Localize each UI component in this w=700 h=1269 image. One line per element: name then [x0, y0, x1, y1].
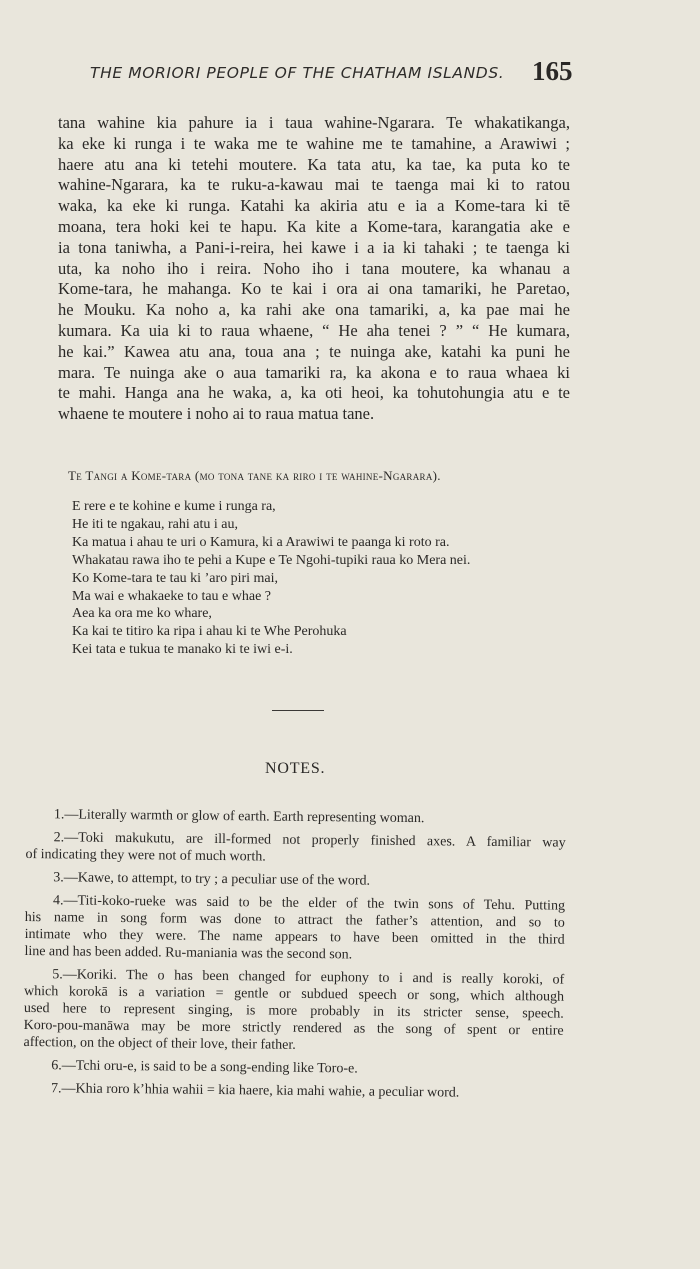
- running-title: THE MORIORI PEOPLE OF THE CHATHAM ISLANDS.: [90, 64, 505, 82]
- note-line: 6.—Tchi oru-e, is said to be a song-ending like Toro-e.: [51, 1058, 358, 1077]
- note-item: [24, 892, 565, 966]
- note-line: affection, on the object of their love, their father.: [23, 1034, 296, 1053]
- body-line: haere atu ana ki tetehi moutere. Ka tata atu, ka tae, ka puta ko te: [58, 154, 570, 174]
- note-item: [26, 806, 566, 829]
- note-item: [25, 869, 565, 892]
- note-line: 4.—Titi-koko-rueke was said to be the elder of the twin sons of Tehu. Putting: [52, 893, 566, 914]
- note-item: [23, 1057, 563, 1080]
- notes-list: [23, 806, 566, 1109]
- body-line: uta, ka noho iho i reira. Noho iho i tana moutere, ka whanau a: [58, 258, 570, 278]
- note-line: his name in song form was done to attract the father’s attention, and so to: [24, 909, 565, 931]
- body-line: te mahi. Hanga ana he waka, a, ka oti heoi, ka tohutohungia atu e te: [58, 383, 570, 403]
- poem-line: Ko Kome-tara te tau ki ’aro piri mai,: [72, 570, 279, 586]
- note-item: [23, 1080, 563, 1103]
- poem-line: Kei tata e tukua te manako ki te iwi e-i.: [72, 642, 293, 658]
- poem-line: Ma wai e whakaeke to tau e whae ?: [72, 588, 272, 604]
- note-line: 7.—Khia roro k’hhia wahii = kia haere, kia mahi wahie, a peculiar word.: [50, 1081, 460, 1101]
- body-paragraph: [58, 113, 570, 425]
- poem-line: Whakatau rawa iho te pehi a Kupe e Te Ngohi-tupiki raua ko Mera nei.: [72, 552, 471, 568]
- body-line: tana wahine kia pahure ia i taua wahine-Ngarara. Te whakatikanga,: [58, 113, 570, 132]
- body-line: mara. Te nuinga ake o aua tamariki ra, ka akona e to raua whaea ki: [58, 362, 570, 382]
- body-line: waka, ka eke ki runga. Katahi ka akiria atu e ia a Kome-tara ki tē: [58, 196, 570, 216]
- poem-line: Ka kai te titiro ka ripa i ahau ki te Whe Perohuka: [72, 624, 347, 640]
- note-item: [23, 966, 564, 1057]
- note-line: which korokā is a variation = gentle or subdued speech or song, which although: [23, 983, 565, 1005]
- body-line: ka eke ki runga i te waka me te wahine me te tamahine, a Arawiwi ;: [58, 133, 570, 153]
- poem-line: E rere e te kohine e kume i runga ra,: [72, 499, 276, 514]
- page-number: 165: [532, 56, 573, 86]
- note-item: [25, 829, 565, 869]
- note-line: used here to represent singing, is more probably in its stricter sense, speech.: [23, 1000, 564, 1022]
- note-line: 2.—Toki makukutu, are ill-formed not properly finished axes. A familiar way: [53, 830, 566, 851]
- body-line: he Mouku. Ka noho a, ka rahi ake ona tamariki, a, ka pae mai he: [58, 300, 570, 320]
- body-line: he kai.” Kawea atu ana, toua ana ; te nuinga ake, katahi ka puni he: [58, 341, 570, 361]
- note-line: intimate who they were. The name appears to have been omitted in the third: [24, 926, 565, 948]
- body-line: kumara. Ka uia ki to raua whaene, “ He aha tenei ? ” “ He kumara,: [58, 320, 570, 340]
- section-divider: [272, 710, 324, 711]
- note-line: 5.—Koriki. The o has been changed for euphony to i and is really koroki, of: [52, 967, 565, 988]
- body-line: ia tona taniwha, a Pani-i-reira, hei kawe i a ia ki tahaki ; te taenga ki: [58, 237, 570, 257]
- notes-heading: NOTES.: [265, 760, 326, 777]
- poem-line: Ka matua i ahau te uri o Kamura, ki a Arawiwi te paanga ki roto ra.: [72, 534, 450, 550]
- body-line: Kome-tara, he mahanga. Ko te kai i ora ai ona tamariki, he Paretao,: [58, 279, 570, 299]
- poem-verse: [72, 498, 562, 659]
- note-line: line and has been added. Ru-maniania was the second son.: [24, 943, 353, 963]
- note-line: Koro-pou-manāwa may be more strictly rendered as the song of spent or entire: [23, 1017, 564, 1039]
- note-line: of indicating they were not of much worth.: [25, 846, 266, 865]
- poem-line: Aea ka ora me ko whare,: [72, 606, 212, 622]
- poem-line: He iti te ngakau, rahi atu i au,: [72, 516, 238, 532]
- body-line: moana, tera hoki kei te hapu. Ka kite a Kome-tara, karangatia ake e: [58, 216, 570, 236]
- poem-title: Te Tangi a Kome-tara (mo tona tane ka riro i te wahine-Ngarara).: [68, 468, 441, 483]
- body-line: wahine-Ngarara, ka te ruku-a-kawau mai te taenga mai ki to ratou: [58, 175, 570, 195]
- note-line: 1.—Literally warmth or glow of earth. Earth representing woman.: [53, 807, 425, 827]
- note-line: 3.—Kawe, to attempt, to try ; a peculiar use of the word.: [53, 870, 371, 889]
- body-line: whaene te moutere i noho ai to raua matua tane.: [58, 404, 375, 424]
